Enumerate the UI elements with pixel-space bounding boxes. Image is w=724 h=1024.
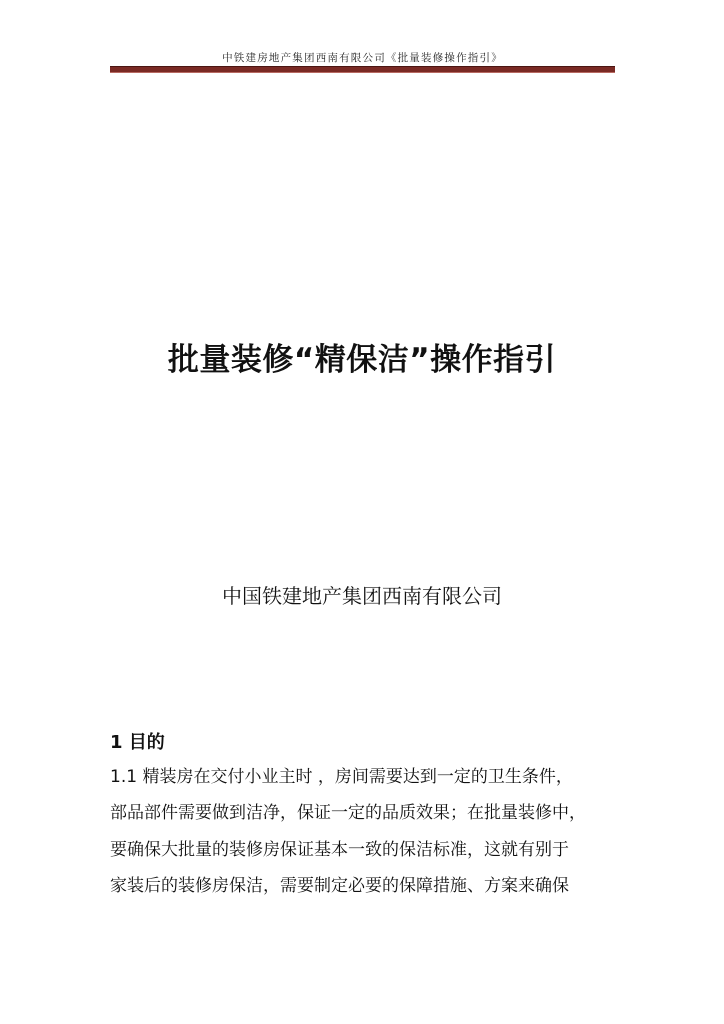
section-heading: 1 目的 — [110, 732, 165, 753]
paragraph-line: 要确保大批量的装修房保证基本一致的保洁标准，这就有别于 — [110, 839, 569, 860]
document-title: 批量装修“精保洁”操作指引 — [167, 342, 557, 378]
paragraph-line: 1.1 精装房在交付小业主时 ，房间需要达到一定的卫生条件， — [110, 767, 573, 787]
paragraph-line: 家装后的装修房保洁，需要制定必要的保障措施、方案来确保 — [110, 875, 569, 896]
body-paragraph — [110, 762, 615, 907]
running-header: 中铁建房地产集团西南有限公司《批量装修操作指引》 — [222, 52, 503, 64]
paragraph-line: 部品部件需要做到洁净，保证一定的品质效果；在批量装修中， — [110, 803, 586, 824]
company-name: 中国铁建地产集团西南有限公司 — [222, 584, 502, 608]
header-divider — [110, 66, 615, 73]
